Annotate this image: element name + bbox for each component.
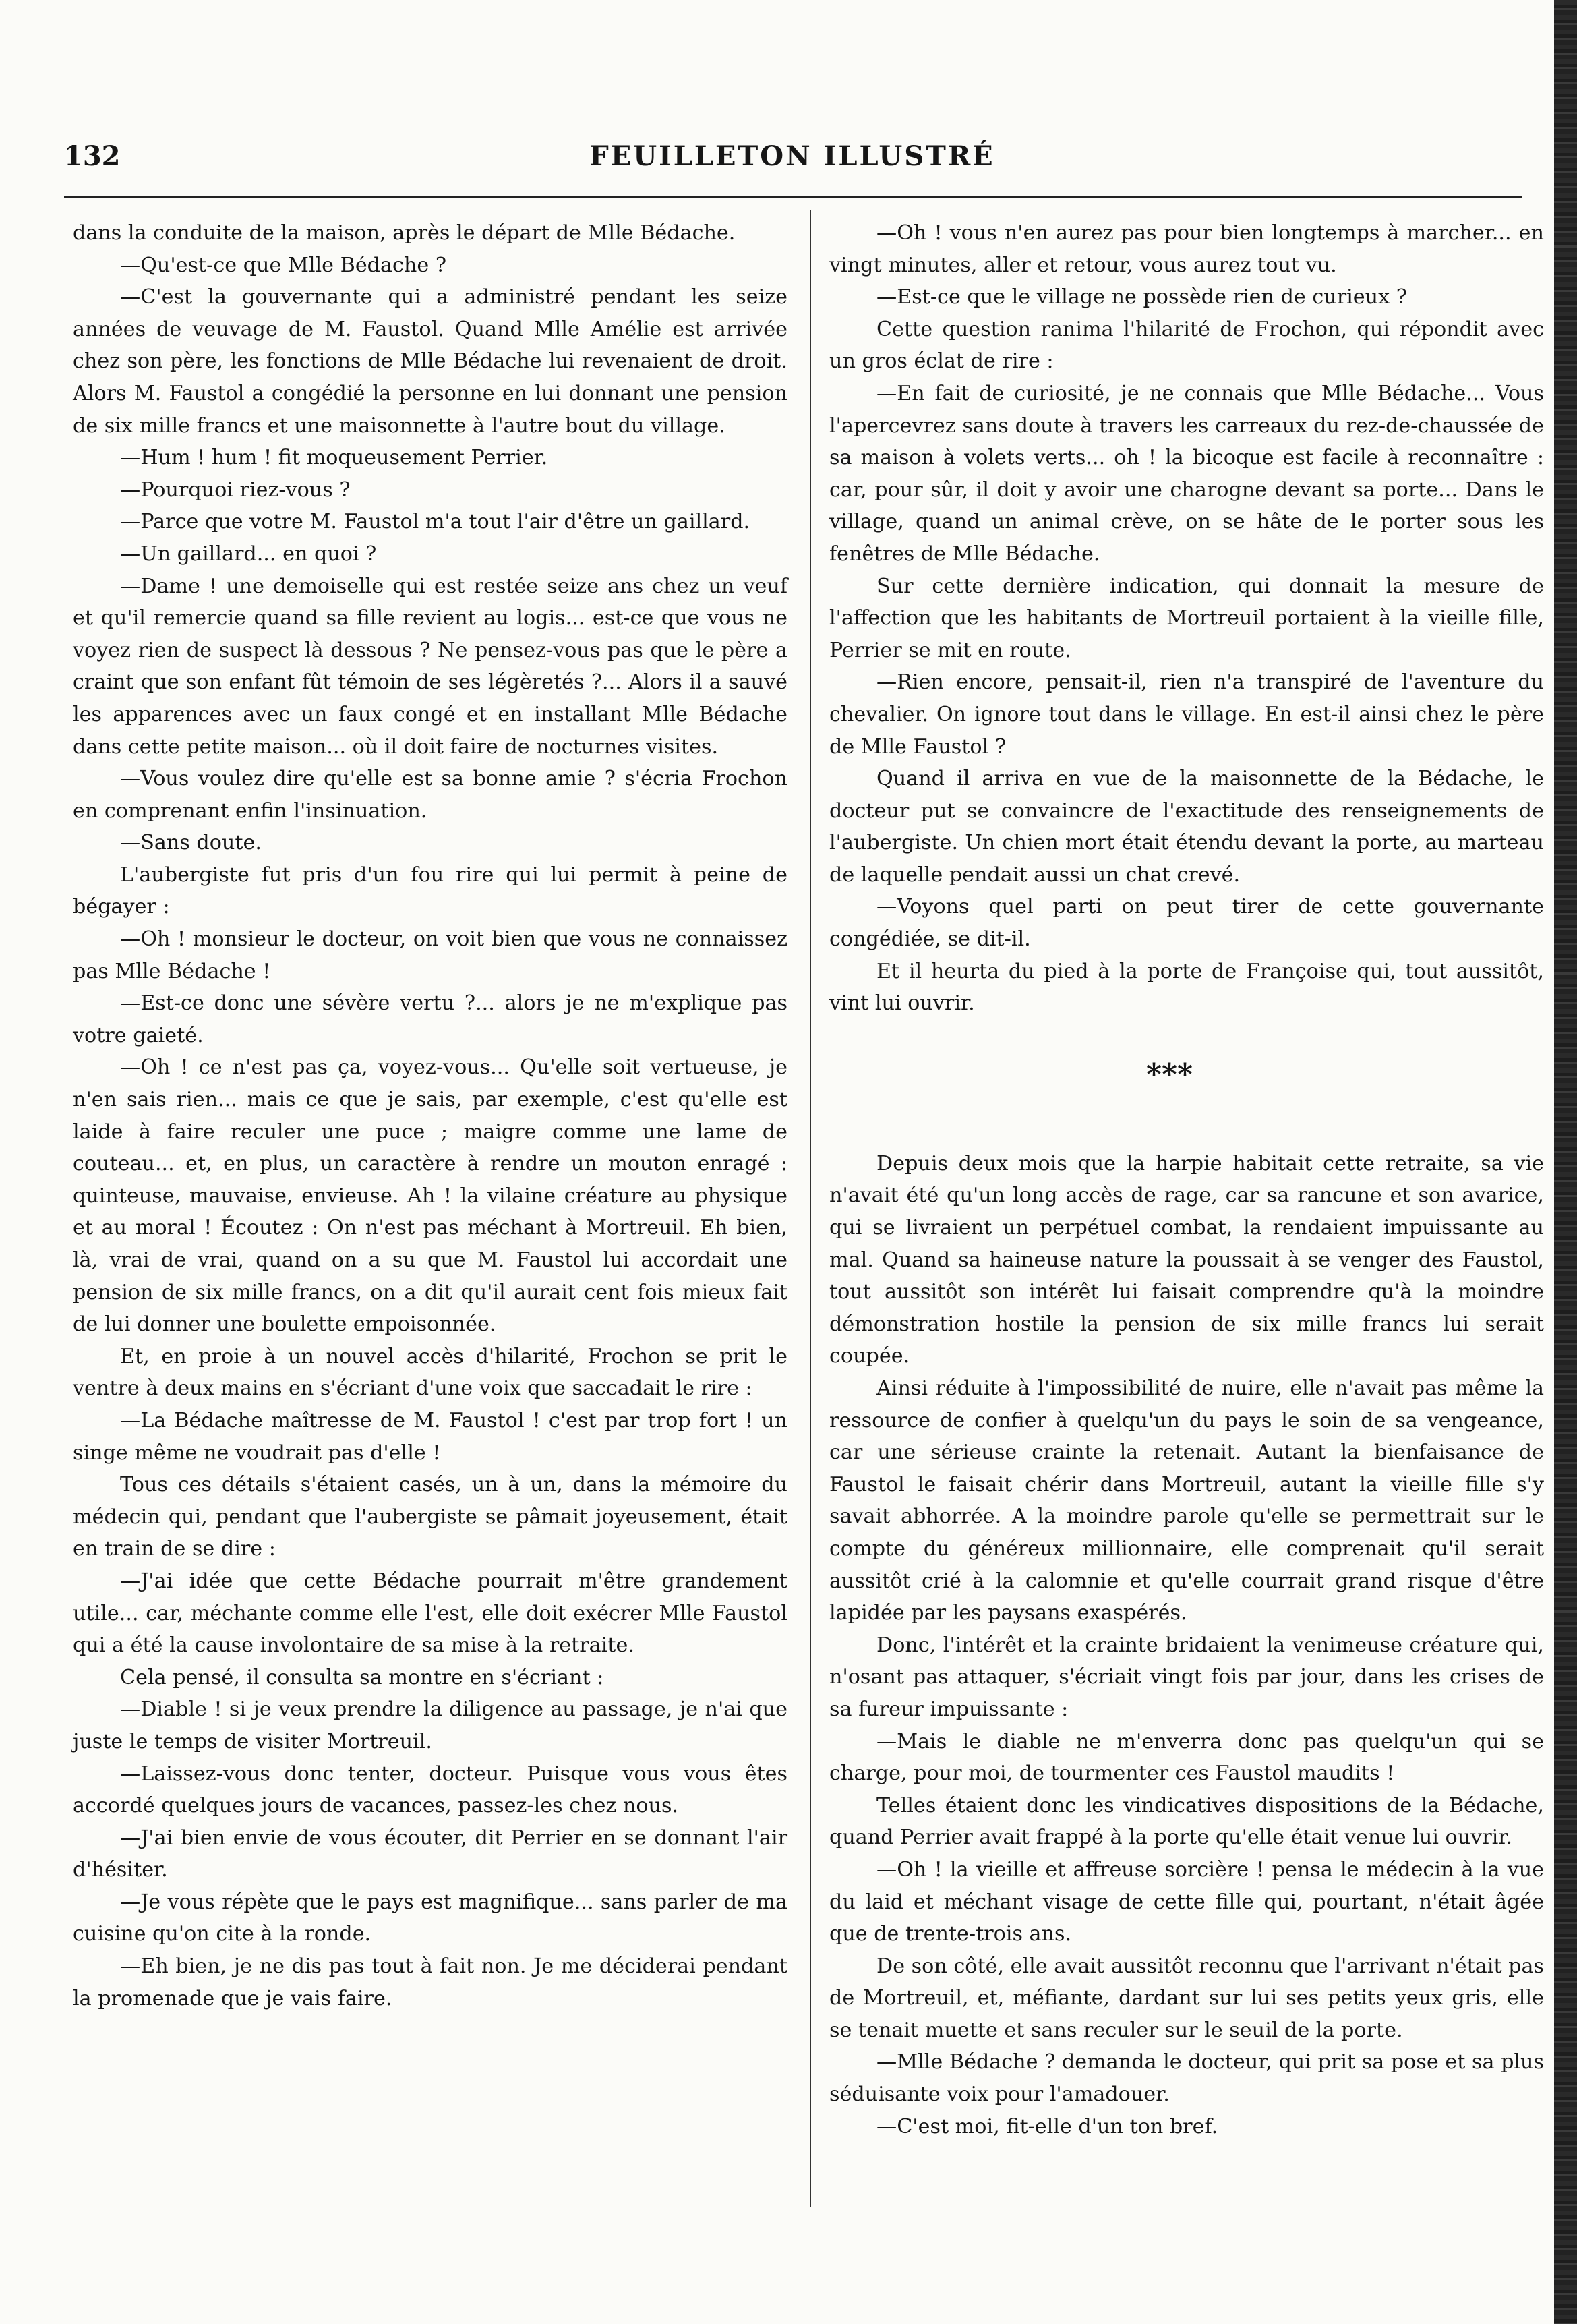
paragraph: Quand il arriva en vue de la maisonnette de la Bédache, le docteur put se convaincre de l'exactitude des renseignements de l'aubergiste. Un chien mort était étendu devant la porte, au marteau de laquelle pendait aussi un chat crevé. — [829, 767, 1544, 887]
paragraph: L'aubergiste fut pris d'un fou rire qui lui permit à peine de bégayer : — [73, 863, 787, 919]
section-separator — [829, 1020, 1544, 1148]
paragraph: De son côté, elle avait aussitôt reconnu que l'arrivant n'était pas de Mortreuil, et, méfiante, dardant sur lui ses petits yeux gris, elle se tenait muette et sans reculer sur le seuil de la porte. — [829, 1954, 1544, 2042]
paragraph: —En fait de curiosité, je ne connais que Mlle Bédache... Vous l'apercevrez sans doute à travers les carreaux du rez-de-chaussée de sa maison à volets verts... oh ! la bicoque est facile à reconnaître : car, pour sûr, il doit y avoir une charogne devant sa porte... Dans le village, quand un animal crève, on se hâte de le porter sous les fenêtres de Mlle Bédache. — [829, 381, 1544, 566]
paragraph: —Oh ! monsieur le docteur, on voit bien que vous ne connaissez pas Mlle Bédache ! — [73, 927, 787, 983]
paragraph: Tous ces détails s'étaient casés, un à un, dans la mémoire du médecin qui, pendant que l'aubergiste se pâmait joyeusement, était en train de se dire : — [73, 1473, 787, 1561]
paragraph: —J'ai bien envie de vous écouter, dit Perrier en se donnant l'air d'hésiter. — [73, 1826, 787, 1882]
paragraph: —Qu'est-ce que Mlle Bédache ? — [120, 253, 447, 277]
paragraph: —Oh ! vous n'en aurez pas pour bien longtemps à marcher... en vingt minutes, aller et retour, vous aurez tout vu. — [829, 221, 1544, 277]
page-number: 132 — [64, 140, 121, 172]
scan-edge — [1554, 0, 1577, 2324]
paragraph: Et, en proie à un nouvel accès d'hilarité, Frochon se prit le ventre à deux mains en s'écriant d'une voix que saccadait le rire : — [73, 1344, 787, 1401]
running-title: FEUILLETON ILLUSTRÉ — [589, 140, 995, 172]
paragraph: —Un gaillard... en quoi ? — [120, 542, 377, 566]
paragraph: —Parce que votre M. Faustol m'a tout l'air d'être un gaillard. — [120, 510, 750, 534]
paragraph: Telles étaient donc les vindicatives dispositions de la Bédache, quand Perrier avait frappé à la porte qu'elle était venue lui ouvrir. — [829, 1793, 1544, 1850]
paragraph: —Oh ! ce n'est pas ça, voyez-vous... Qu'elle soit vertueuse, je n'en sais rien... mais ce que je sais, par exemple, c'est qu'elle est laide à faire reculer une puce ; maigre comme une lame de couteau... et, en plus, un caractère à rendre un mouton enragé : quinteuse, mauvaise, envieuse. Ah ! la vilaine créature au physique et au moral ! Écoutez : On n'est pas méchant à Mortreuil. Eh bien, là, vrai de vrai, quand on a su que M. Faustol lui accordait une pension de six mille francs, on a dit qu'il aurait cent fois mieux fait de lui donner une boulette empoisonnée. — [73, 1055, 787, 1337]
page-header — [64, 140, 1520, 181]
paragraph: —Mlle Bédache ? demanda le docteur, qui prit sa pose et sa plus séduisante voix pour l'amadouer. — [829, 2050, 1544, 2107]
paragraph: —Rien encore, pensait-il, rien n'a transpiré de l'aventure du chevalier. On ignore tout dans le village. En est-il ainsi chez le père de Mlle Faustol ? — [829, 670, 1544, 759]
paragraph: —C'est la gouvernante qui a administré pendant les seize années de veuvage de M. Faustol. Quand Mlle Amélie est arrivée chez son père, les fonctions de Mlle Bédache lui revenaient de droit. Alors M. Faustol a congédié la personne en lui donnant une pension de six mille francs et une maisonnette à l'autre bout du village. — [73, 285, 787, 438]
right-column — [829, 217, 1544, 2143]
column-divider — [810, 210, 811, 2207]
paragraph: —Est-ce que le village ne possède rien de curieux ? — [876, 285, 1407, 310]
paragraph: —Je vous répète que le pays est magnifique... sans parler de ma cuisine qu'on cite à la ronde. — [73, 1890, 787, 1946]
paragraph: Cette question ranima l'hilarité de Frochon, qui répondit avec un gros éclat de rire : — [829, 317, 1544, 374]
paragraph: Sur cette dernière indication, qui donnait la mesure de l'affection que les habitants de Mortreuil portaient à la vieille fille, Perrier se mit en route. — [829, 574, 1544, 662]
paragraph: Depuis deux mois que la harpie habitait cette retraite, sa vie n'avait été qu'un long accès de rage, car sa rancune et son avarice, qui se livraient un perpétuel combat, la rendaient impuissante au mal. Quand sa haineuse nature la poussait à se venger des Faustol, tout aussitôt son intérêt lui faisait comprendre qu'à la moindre démonstration hostile la pension de six mille francs lui serait coupée. — [829, 1151, 1544, 1368]
paragraph: Et il heurta du pied à la porte de Françoise qui, tout aussitôt, vint lui ouvrir. — [829, 959, 1544, 1016]
paragraph: —Pourquoi riez-vous ? — [120, 477, 351, 502]
paragraph: —Sans doute. — [120, 831, 262, 855]
paragraph: —J'ai idée que cette Bédache pourrait m'être grandement utile... car, méchante comme elle l'est, elle doit exécrer Mlle Faustol qui a été la cause involontaire de sa mise à la retraite. — [73, 1569, 787, 1658]
paragraph: —La Bédache maîtresse de M. Faustol ! c'est par trop fort ! un singe même ne voudrait pas d'elle ! — [73, 1408, 787, 1465]
left-column — [73, 217, 787, 2014]
paragraph: Ainsi réduite à l'impossibilité de nuire, elle n'avait pas même la ressource de confier à quelqu'un du pays le soin de sa vengeance, car une sérieuse crainte la retenait. Autant la bienfaisance de Faustol le faisait chérir dans Mortreuil, autant la vieille fille s'y savait abhorrée. A la moindre parole qu'elle se permettrait sur le compte du généreux millionnaire, elle comprenait qu'il serait aussitôt crié à la calomnie et qu'elle courrait grand risque d'être lapidée par les paysans exaspérés. — [829, 1376, 1544, 1625]
paragraph: —Est-ce donc une sévère vertu ?... alors je ne m'explique pas votre gaieté. — [73, 991, 787, 1047]
paragraph: —Diable ! si je veux prendre la diligence au passage, je n'ai que juste le temps de visiter Mortreuil. — [73, 1697, 787, 1753]
paragraph: —Mais le diable ne m'enverra donc pas quelqu'un qui se charge, pour moi, de tourmenter ces Faustol maudits ! — [829, 1729, 1544, 1786]
paragraph: —Eh bien, je ne dis pas tout à fait non. Je me déciderai pendant la promenade que je vais faire. — [73, 1954, 787, 2010]
paragraph: Donc, l'intérêt et la crainte bridaient la venimeuse créature qui, n'osant pas attaquer, s'écriait vingt fois par jour, dans les crises de sa fureur impuissante : — [829, 1633, 1544, 1721]
paragraph: —Laissez-vous donc tenter, docteur. Puisque vous vous êtes accordé quelques jours de vacances, passez-les chez nous. — [73, 1762, 787, 1818]
paragraph: —C'est moi, fit-elle d'un ton bref. — [876, 2114, 1218, 2139]
paragraph: dans la conduite de la maison, après le départ de Mlle Bédache. — [73, 221, 736, 245]
paragraph: —Vous voulez dire qu'elle est sa bonne amie ? s'écria Frochon en comprenant enfin l'insinuation. — [73, 767, 787, 823]
header-rule — [64, 196, 1522, 198]
paragraph: —Voyons quel parti on peut tirer de cette gouvernante congédiée, se dit-il. — [829, 895, 1544, 952]
paragraph: —Oh ! la vieille et affreuse sorcière ! pensa le médecin à la vue du laid et méchant visage de cette fille qui, pourtant, n'était âgée que de trente-trois ans. — [829, 1857, 1544, 1946]
paragraph: —Dame ! une demoiselle qui est restée seize ans chez un veuf et qu'il remercie quand sa fille revient au logis... est-ce que vous ne voyez rien de suspect là dessous ? Ne pensez-vous pas que le père a craint que son enfant fût témoin de ses légèretés ?... Alors il a sauvé les apparences avec un faux congé et en installant Mlle Bédache dans cette petite maison... où il doit faire de nocturnes visites. — [73, 574, 787, 759]
paragraph: Cela pensé, il consulta sa montre en s'écriant : — [120, 1665, 604, 1689]
paragraph: —Hum ! hum ! fit moqueusement Perrier. — [120, 446, 548, 470]
asterism: *** — [1146, 1057, 1193, 1092]
